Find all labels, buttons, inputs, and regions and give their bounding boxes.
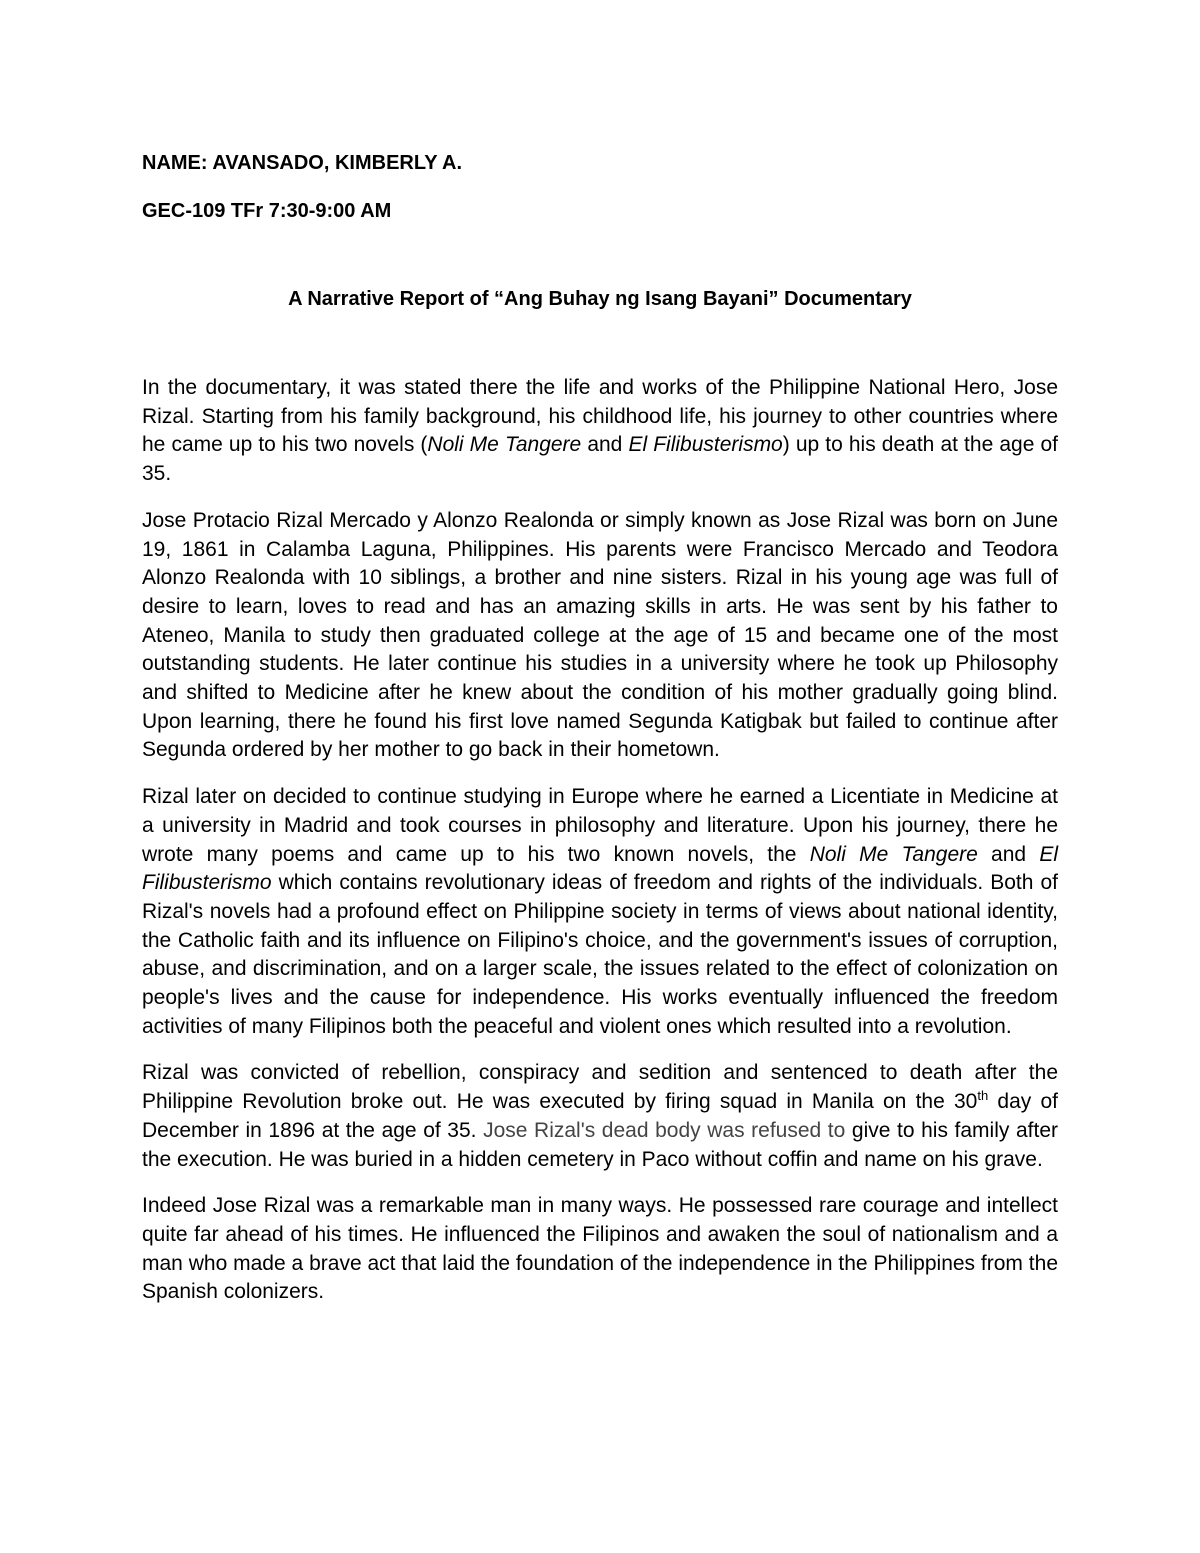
student-name: NAME: AVANSADO, KIMBERLY A. <box>142 152 463 174</box>
paragraph-text: and <box>581 433 629 457</box>
paragraph-text: which contains revolutionary ideas of freedom and rights of the individuals. Both of Rizal's novels had a profound effect on Philippine society in terms of views about national identity, the Catholic faith and its influence on Filipino's choice, and the government's issues of corruption, abuse, and discrimination, and on a larger scale, the issues related to the effect of colonization on people's lives and the cause for independence. His works eventually influenced the freedom activities of many Filipinos both the peaceful and violent ones which resulted into a revolution. <box>142 871 1058 1038</box>
paragraph-execution <box>142 1059 1058 1174</box>
novel-title-noli: Noli Me Tangere <box>809 842 978 866</box>
paragraph-text-grey: Jose Rizal's dead body was refused to <box>483 1118 846 1142</box>
paragraph-early-life: Jose Protacio Rizal Mercado y Alonzo Realonda or simply known as Jose Rizal was born on June 19, 1861 in Calamba Laguna, Philippines. His parents were Francisco Mercado and Teodora Alonzo Realonda with 10 siblings, a brother and nine sisters. Rizal in his young age was full of desire to learn, loves to read and has an amazing skills in arts. He was sent by his father to Ateneo, Manila to study then graduated college at the age of 15 and became one of the most outstanding students. He later continue his studies in a university where he took up Philosophy and shifted to Medicine after he knew about the condition of his mother gradually going blind. Upon learning, there he found his first love named Segunda Katigbak but failed to continue after Segunda ordered by her mother to go back in their hometown. <box>142 508 1058 762</box>
course-schedule: GEC-109 TFr 7:30-9:00 AM <box>142 200 392 222</box>
paragraph-text: ) up to his death at the age of 35. <box>142 433 1058 486</box>
novel-title-fili: El Filibusterismo <box>142 842 1058 895</box>
novel-title-fili: El Filibusterismo <box>628 433 783 457</box>
paragraph-text: give to his family after the execution. He was buried in a hidden cemetery in Paco without coffin and name on his grave. <box>142 1118 1058 1171</box>
paragraph-text: day of December in 1896 at the age of 35. <box>142 1090 1058 1142</box>
paragraph-text: Rizal was convicted of rebellion, conspiracy and sedition and sentenced to death after the Philippine Revolution broke out. He was executed by firing squad in Manila on the 30 <box>142 1061 1058 1114</box>
paragraph-conclusion: Indeed Jose Rizal was a remarkable man in many ways. He possessed rare courage and intellect quite far ahead of his times. He influenced the Filipinos and awaken the soul of nationalism and a man who made a brave act that laid the foundation of the independence in the Philippines from the Spanish colonizers. <box>142 1194 1058 1304</box>
report-body <box>142 374 1058 1307</box>
ordinal-suffix: th <box>977 1088 989 1104</box>
novel-title-noli: Noli Me Tangere <box>427 433 582 457</box>
paragraph-europe <box>142 783 1058 1041</box>
report-title: A Narrative Report of “Ang Buhay ng Isang Bayani” Documentary <box>288 288 912 310</box>
paragraph-text: and <box>977 842 1040 866</box>
paragraph-text: Rizal later on decided to continue studying in Europe where he earned a Licentiate in Medicine at a university in Madrid and took courses in philosophy and literature. Upon his journey, there he wrote many poems and came up to his two known novels, the <box>142 785 1058 866</box>
paragraph-text: In the documentary, it was stated there the life and works of the Philippine National Hero, Jose Rizal. Starting from his family background, his childhood life, his journey to other countries where he came up to his two novels ( <box>142 376 1058 457</box>
paragraph-intro <box>142 374 1058 489</box>
